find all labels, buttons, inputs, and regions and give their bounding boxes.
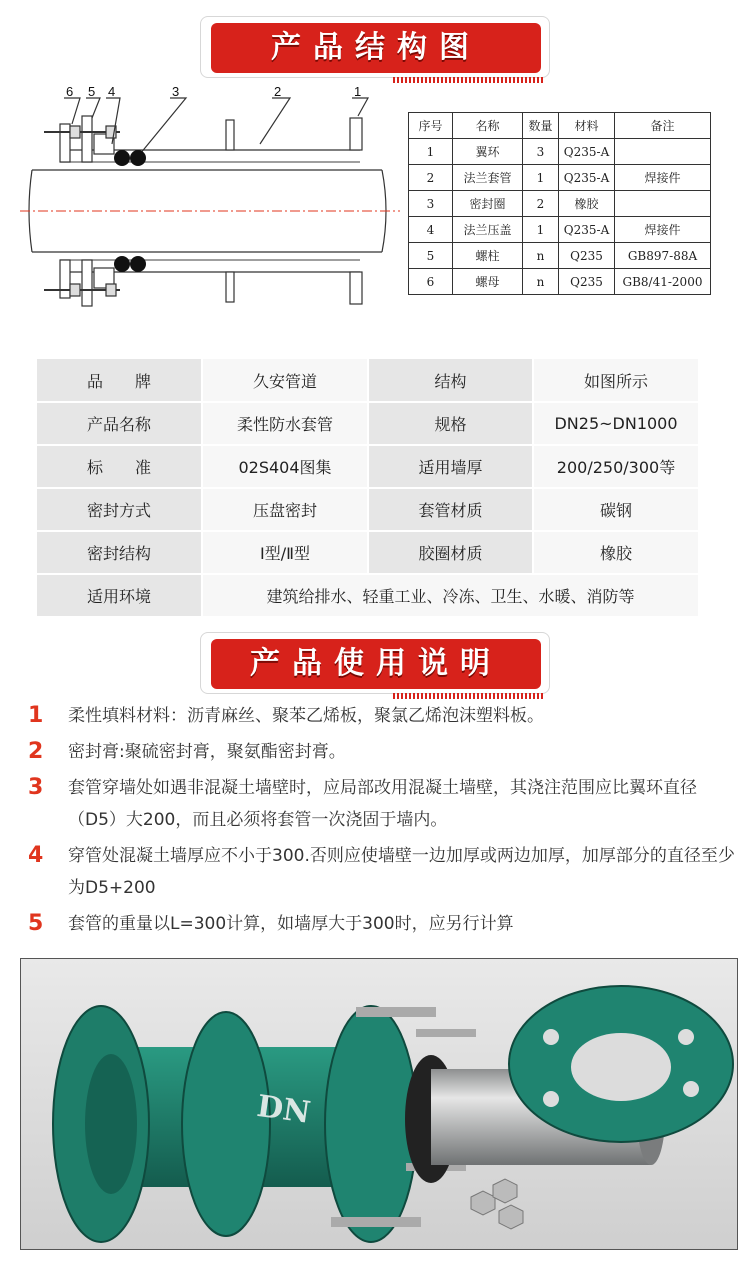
brand-value: 久安管道 (202, 359, 368, 402)
environment-label: 适用环境 (37, 574, 202, 617)
table-row (409, 269, 711, 295)
callout-3: 3 (172, 84, 180, 99)
item-number: 2 (28, 739, 44, 764)
callout-5: 5 (88, 84, 96, 99)
structure-drawing (20, 84, 400, 324)
item-number: 3 (28, 775, 44, 800)
spec-value: DN25~DN1000 (533, 402, 699, 445)
banner-decoration (393, 693, 543, 699)
callout-4: 4 (108, 84, 116, 99)
item-text: 密封膏:聚硫密封膏，聚氨酯密封膏。 (68, 742, 346, 762)
cell: 焊接件 (615, 165, 711, 191)
sleeve-material-label: 套管材质 (368, 488, 533, 531)
cell: 3 (409, 191, 453, 217)
section-banner-structure (200, 16, 550, 78)
spec-label: 规格 (368, 402, 533, 445)
cell: Q235-A (559, 165, 615, 191)
cell (615, 139, 711, 165)
table-row (409, 243, 711, 269)
name-value: 柔性防水套管 (202, 402, 368, 445)
list-item (24, 700, 744, 732)
table-row (37, 488, 699, 531)
brand-label: 品 牌 (37, 359, 202, 402)
cell: Q235 (559, 269, 615, 295)
cell: Q235-A (559, 139, 615, 165)
seal-structure-label: 密封结构 (37, 531, 202, 574)
item-number: 5 (28, 911, 44, 936)
item-text: 柔性填料材料：沥青麻丝、聚苯乙烯板，聚氯乙烯泡沫塑料板。 (68, 706, 544, 726)
table-row (37, 574, 699, 617)
cell: 1 (409, 139, 453, 165)
specs-table (37, 359, 700, 618)
list-item (24, 772, 744, 836)
item-text: 套管的重量以L=300计算，如墙厚大于300时，应另行计算 (68, 914, 514, 934)
col-header: 名称 (453, 113, 523, 139)
wall-value: 200/250/300等 (533, 445, 699, 488)
sleeve-marking: DN (254, 1088, 313, 1131)
table-row (37, 445, 699, 488)
cell: 1 (523, 165, 559, 191)
environment-value: 建筑给排水、轻重工业、冷冻、卫生、水暖、消防等 (202, 574, 699, 617)
wall-label: 适用墙厚 (368, 445, 533, 488)
section-banner-usage (200, 632, 550, 694)
cell: Q235 (559, 243, 615, 269)
item-number: 4 (28, 843, 44, 868)
cell: 4 (409, 217, 453, 243)
col-header: 备注 (615, 113, 711, 139)
ring-material-value: 橡胶 (533, 531, 699, 574)
cell (615, 191, 711, 217)
section-title: 产品使用说明 (211, 639, 541, 689)
list-item (24, 840, 744, 904)
table-header-row (409, 113, 711, 139)
item-text: 穿管处混凝土墙厚应不小于300.否则应使墙壁一边加厚或两边加厚，加厚部分的直径至少为D5+200 (68, 846, 735, 898)
cell: 法兰套管 (453, 165, 523, 191)
list-item (24, 908, 744, 940)
cell: GB897-88A (615, 243, 711, 269)
table-row (409, 165, 711, 191)
cell: 焊接件 (615, 217, 711, 243)
table-row (37, 531, 699, 574)
col-header: 数量 (523, 113, 559, 139)
table-row (409, 139, 711, 165)
cell: 5 (409, 243, 453, 269)
cell: 2 (523, 191, 559, 217)
cell: 翼环 (453, 139, 523, 165)
structure-value: 如图所示 (533, 359, 699, 402)
callout-2: 2 (274, 84, 282, 99)
cell: Q235-A (559, 217, 615, 243)
cell: 6 (409, 269, 453, 295)
product-photo (20, 958, 738, 1250)
seal-method-value: 压盘密封 (202, 488, 368, 531)
name-label: 产品名称 (37, 402, 202, 445)
cell: n (523, 243, 559, 269)
cell: GB8/41-2000 (615, 269, 711, 295)
table-row (409, 217, 711, 243)
standard-label: 标 准 (37, 445, 202, 488)
col-header: 材料 (559, 113, 615, 139)
cell: n (523, 269, 559, 295)
structure-label: 结构 (368, 359, 533, 402)
callout-6: 6 (66, 84, 74, 99)
cell: 密封圈 (453, 191, 523, 217)
ring-material-label: 胶圈材质 (368, 531, 533, 574)
product-illustration (21, 959, 738, 1250)
cell: 螺母 (453, 269, 523, 295)
list-item (24, 736, 744, 768)
cell: 1 (523, 217, 559, 243)
usage-list (24, 700, 744, 944)
cell: 橡胶 (559, 191, 615, 217)
banner-decoration (393, 77, 543, 83)
cell: 2 (409, 165, 453, 191)
cell: 螺柱 (453, 243, 523, 269)
item-number: 1 (28, 703, 44, 728)
table-row (37, 359, 699, 402)
table-row (37, 402, 699, 445)
item-text: 套管穿墙处如遇非混凝土墙壁时，应局部改用混凝土墙壁，其浇注范围应比翼环直径（D5）大200，而且必须将套管一次浇固于墙内。 (68, 778, 697, 830)
standard-value: 02S404图集 (202, 445, 368, 488)
seal-structure-value: Ⅰ型/Ⅱ型 (202, 531, 368, 574)
seal-method-label: 密封方式 (37, 488, 202, 531)
table-row (409, 191, 711, 217)
parts-table (408, 112, 711, 295)
cell: 3 (523, 139, 559, 165)
sleeve-material-value: 碳钢 (533, 488, 699, 531)
callout-1: 1 (354, 84, 362, 99)
section-title: 产品结构图 (211, 23, 541, 73)
cell: 法兰压盖 (453, 217, 523, 243)
col-header: 序号 (409, 113, 453, 139)
